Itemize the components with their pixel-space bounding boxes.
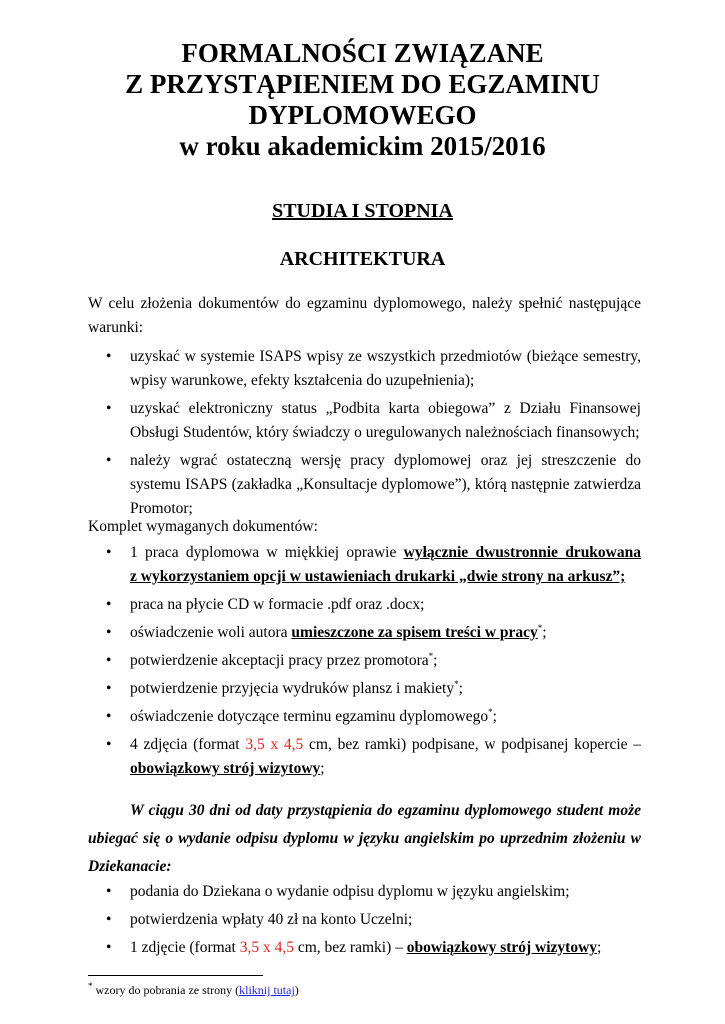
list-item: • uzyskać w systemie ISAPS wpisy ze wszystkich przedmiotów (bieżące semestry, wpisy warunkowe, efekty kształcenia do uzupełnienia); [88, 345, 641, 393]
bullet-icon: • [106, 348, 112, 365]
docs-heading: Komplet wymaganych dokumentów: [88, 518, 318, 535]
list-item: • podania do Dziekana o wydanie odpisu dyplomu w języku angielskim; [88, 880, 641, 904]
list-item: • 1 praca dyplomowa w miękkiej oprawie wyłącznie dwustronnie drukowana z wykorzystaniem opcji w ustawieniach drukarki „dwie strony na arkusz”; [88, 541, 641, 589]
bullet-icon: • [106, 708, 112, 725]
bullet-icon: • [106, 883, 112, 900]
subtitle-field: ARCHITEKTURA [279, 248, 446, 270]
bullet-icon: • [106, 736, 112, 753]
document-title [0, 38, 725, 162]
conditions-list [88, 345, 641, 525]
list-item: • uzyskać elektroniczny status „Podbita karta obiegowa” z Działu Finansowej Obsługi Studentów, który świadczy o uregulowanych należnościach finansowych; [88, 397, 641, 445]
bullet-icon: • [106, 624, 112, 641]
list-item: • należy wgrać ostateczną wersję pracy dyplomowej oraz jej streszczenie do systemu ISAPS (zakładka „Konsultacje dyplomowe”), którą następnie zatwierdza Promotor; [88, 449, 641, 521]
intro-paragraph: W celu złożenia dokumentów do egzaminu dyplomowego, należy spełnić następujące warunki: [88, 295, 641, 336]
bullet-icon: • [106, 400, 112, 417]
bullet-icon: • [106, 911, 112, 928]
title-line-1: FORMALNOŚCI ZWIĄZANE [181, 38, 544, 68]
list-item: • oświadczenie dotyczące terminu egzaminu dyplomowego*; [88, 705, 641, 729]
title-line-4: w roku akademickim 2015/2016 [179, 131, 546, 161]
english-docs-list [88, 880, 641, 964]
list-item: • oświadczenie woli autora umieszczone za spisem treści w pracy*; [88, 621, 641, 645]
bullet-icon: • [106, 939, 112, 956]
list-item: • potwierdzenie akceptacji pracy przez promotora*; [88, 649, 641, 673]
list-item: • 1 zdjęcie (format 3,5 x 4,5 cm, bez ramki) – obowiązkowy strój wizytowy; [88, 936, 641, 960]
bullet-icon: • [106, 544, 112, 561]
list-item: • potwierdzenia wpłaty 40 zł na konto Uczelni; [88, 908, 641, 932]
list-item: • praca na płycie CD w formacie .pdf oraz .docx; [88, 593, 641, 617]
bullet-icon: • [106, 452, 112, 469]
list-item: • 4 zdjęcia (format 3,5 x 4,5 cm, bez ramki) podpisane, w podpisanej kopercie – obowiązkowy strój wizytowy; [88, 733, 641, 781]
documents-list [88, 541, 641, 785]
download-link[interactable]: kliknij tutaj [239, 983, 295, 997]
title-line-2: Z PRZYSTĄPIENIEM DO EGZAMINU [125, 69, 600, 99]
footnote-divider [88, 975, 263, 976]
footnote: * wzory do pobrania ze strony (kliknij tutaj) [88, 981, 299, 997]
list-item: • potwierdzenie przyjęcia wydruków plansz i makiety*; [88, 677, 641, 701]
title-line-3: DYPLOMOWEGO [248, 100, 477, 130]
bullet-icon: • [106, 680, 112, 697]
bullet-icon: • [106, 652, 112, 669]
bullet-icon: • [106, 596, 112, 613]
english-diploma-paragraph: W ciągu 30 dni od daty przystąpienia do egzaminu dyplomowego student może ubiegać się o wydanie odpisu dyplomu w języku angielskim po uprzednim złożeniu w Dziekanacie: [88, 802, 641, 875]
subtitle-studies-level: STUDIA I STOPNIA [272, 200, 453, 222]
